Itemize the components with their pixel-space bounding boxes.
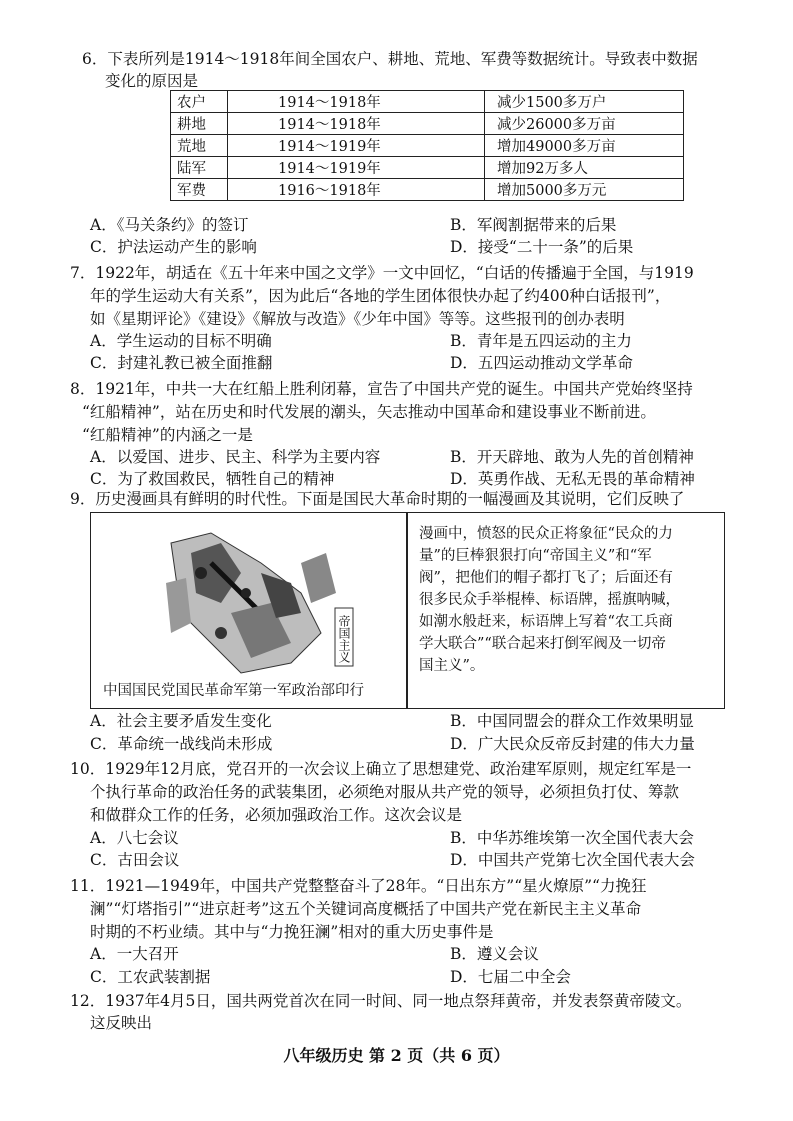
table-cell: 增加49000多万亩: [485, 135, 684, 157]
q7-option-d: D．五四运动推动文学革命: [450, 354, 633, 372]
cartoon-desc-line: 漫画中，愤怒的民众正将象征“民众的力: [419, 526, 673, 542]
q8-option-a: A．以爱国、进步、民主、科学为主要内容: [90, 448, 381, 466]
table-row: [171, 179, 684, 201]
table-row: [171, 157, 684, 179]
q10-option-d: D．中国共产党第七次全国代表大会: [450, 851, 695, 869]
table-cell: 增加5000多万元: [485, 179, 684, 201]
q8-option-d: D．英勇作战、无私无畏的革命精神: [450, 470, 695, 488]
q9-option-a: A．社会主要矛盾发生变化: [90, 712, 272, 730]
cartoon-desc-line: 阀”，把他们的帽子都打飞了；后面还有: [419, 570, 673, 586]
q11-option-a: A．一大召开: [90, 945, 179, 963]
q9-cartoon-box: [90, 512, 725, 709]
q10-option-c: C．古田会议: [90, 851, 180, 869]
cartoon-desc-line: 如潮水般赶来，标语牌上写着“农工兵商: [419, 614, 673, 630]
cartoon-desc-line: 国主义”。: [419, 658, 485, 674]
q6-option-c: C．护法运动产生的影响: [90, 238, 257, 256]
table-cell: 减少1500多万户: [485, 91, 684, 113]
box-divider: [406, 513, 408, 708]
q6-option-a: A．《马关条约》的签订: [90, 216, 249, 234]
page-footer: 八年级历史 第 2 页（共 6 页）: [283, 1046, 510, 1065]
q7-option-c: C．封建礼教已被全面推翻: [90, 354, 273, 372]
q7-stem-line3: 如《星期评论》《建设》《解放与改造》《少年中国》等等。这些报刊的创办表明: [90, 310, 625, 328]
q11-option-d: D．七届二中全会: [450, 968, 571, 986]
q11-stem-line2: 澜”“灯塔指引”“进京赶考”这五个关键词高度概括了中国共产党在新民主主义革命: [90, 900, 642, 918]
q7-stem-line1: 7．1922年，胡适在《五十年来中国之文学》一文中回忆，“白话的传播遍于全国，与1919: [70, 264, 694, 282]
table-cell: 1916～1918年: [228, 179, 485, 201]
cartoon-sign-text: 帝国主义: [337, 615, 351, 663]
cartoon-desc-line: 量”的巨棒狠狠打向“帝国主义”和“军: [419, 548, 652, 564]
q7-option-b: B．青年是五四运动的主力: [450, 332, 632, 350]
q6-option-b: B．军阀割据带来的后果: [450, 216, 617, 234]
q9-option-b: B．中国同盟会的群众工作效果明显: [450, 712, 694, 730]
table-cell: 1914～1919年: [228, 135, 485, 157]
q10-option-b: B．中华苏维埃第一次全国代表大会: [450, 829, 694, 847]
table-cell: 荒地: [171, 135, 228, 157]
q8-option-b: B．开天辟地、敢为人先的首创精神: [450, 448, 694, 466]
q6-stem-line2: 变化的原因是: [105, 72, 199, 90]
q6-option-d: D．接受“二十一条”的后果: [450, 238, 634, 256]
q10-option-a: A．八七会议: [90, 829, 179, 847]
q9-option-c: C．革命统一战线尚未形成: [90, 735, 273, 753]
table-row: [171, 91, 684, 113]
cartoon-caption: 中国国民党国民革命军第一军政治部印行: [103, 683, 364, 699]
q11-option-b: B．遵义会议: [450, 945, 539, 963]
q8-stem-line2: “红船精神”，站在历史和时代发展的潮头，矢志推动中国革命和建设事业不断前进。: [82, 403, 656, 421]
table-cell: 陆军: [171, 157, 228, 179]
table-cell: 军费: [171, 179, 228, 201]
q10-stem-line3: 和做群众工作的任务，必须加强政治工作。这次会议是: [90, 806, 463, 824]
q7-option-a: A．学生运动的目标不明确: [90, 332, 272, 350]
table-cell: 1914～1918年: [228, 91, 485, 113]
table-row: [171, 135, 684, 157]
q8-option-c: C．为了救国救民，牺牲自己的精神: [90, 470, 335, 488]
cartoon-desc-line: 很多民众手举棍棒、标语牌，摇旗呐喊，: [419, 592, 680, 608]
q7-stem-line2: 年的学生运动大有关系”，因为此后“各地的学生团体很快办起了约400种白话报刊”，: [90, 287, 671, 305]
table-cell: 农户: [171, 91, 228, 113]
table-row: [171, 113, 684, 135]
q11-stem-line3: 时期的不朽业绩。其中与“力挽狂澜”相对的重大历史事件是: [90, 923, 494, 941]
cartoon-desc-line: 学大联合”“联合起来打倒军阀及一切帝: [419, 636, 666, 652]
q6-data-table: [170, 90, 684, 201]
q10-stem-line1: 10．1929年12月底，党召开的一次会议上确立了思想建党、政治建军原则，规定红军是一: [70, 760, 692, 778]
q9-stem-line1: 9．历史漫画具有鲜明的时代性。下面是国民大革命时期的一幅漫画及其说明，它们反映了: [70, 490, 685, 508]
table-cell: 1914～1918年: [228, 113, 485, 135]
q11-option-c: C．工农武装割据: [90, 968, 211, 986]
q6-stem-line1: 6．下表所列是1914～1918年间全国农户、耕地、荒地、军费等数据统计。导致表中数据: [82, 50, 698, 68]
q10-stem-line2: 个执行革命的政治任务的武装集团，必须绝对服从共产党的领导，必须担负打仗、筹款: [90, 783, 680, 801]
q8-stem-line3: “红船精神”的内涵之一是: [82, 426, 253, 444]
table-cell: 减少26000多万亩: [485, 113, 684, 135]
table-cell: 增加92万多人: [485, 157, 684, 179]
q8-stem-line1: 8．1921年，中共一大在红船上胜利闭幕，宣告了中国共产党的诞生。中国共产党始终坚持: [70, 380, 693, 398]
table-cell: 耕地: [171, 113, 228, 135]
q12-stem-line2: 这反映出: [90, 1014, 153, 1032]
q9-option-d: D．广大民众反帝反封建的伟大力量: [450, 735, 695, 753]
table-cell: 1914～1919年: [228, 157, 485, 179]
q11-stem-line1: 11．1921—1949年，中国共产党整整奋斗了28年。“日出东方”“星火燎原”“力挽狂: [70, 877, 647, 895]
q12-stem-line1: 12．1937年4月5日，国共两党首次在同一时间、同一地点祭拜黄帝，并发表祭黄帝陵文。: [70, 992, 692, 1010]
cartoon-illustration: [151, 523, 361, 678]
